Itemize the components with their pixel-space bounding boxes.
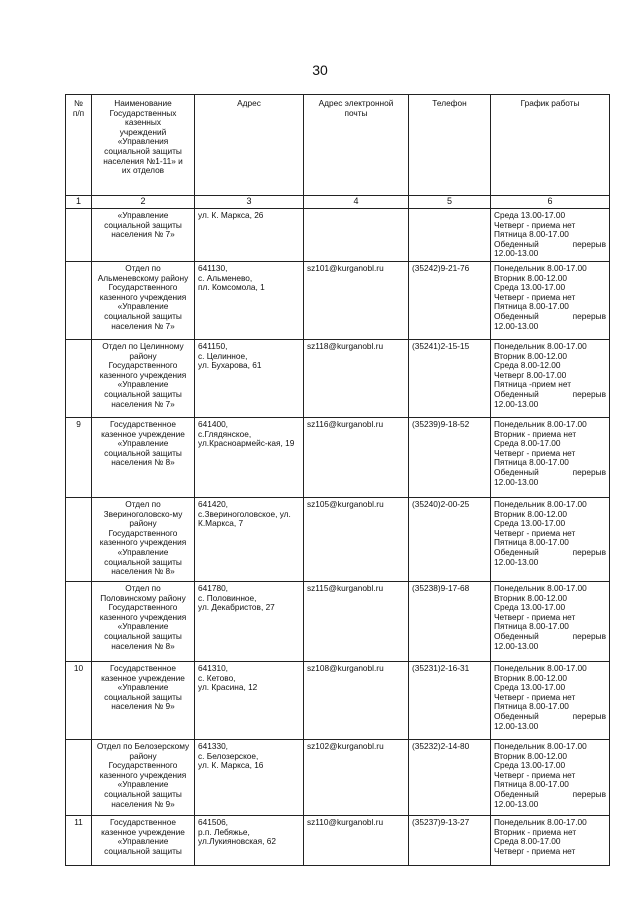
schedule-line: Среда 8.00-17.00: [494, 438, 561, 449]
phone-cell: (35237)9-13-27: [409, 815, 491, 865]
institution-name: Государственное казенное учреждение «Управление социальной защиты населения № 9»: [92, 661, 195, 739]
row-number: 10: [66, 661, 92, 739]
lunch-time: 12.00-13.00: [494, 640, 539, 651]
col-index: 4: [304, 196, 409, 209]
schedule-line: Пятница 8.00-17.00: [494, 701, 569, 712]
lunch-label: Обеденный: [494, 788, 539, 799]
header-row: [66, 95, 610, 196]
schedule-line: Пятница 8.00-17.00: [494, 229, 569, 240]
address-cell: 641310, с. Кетово, ул. Красина, 12: [195, 661, 304, 739]
schedule-line: Пятница -прием нет: [494, 379, 571, 390]
row-number: [66, 261, 92, 339]
address-cell: 641506, р.п. Лебяжье, ул.Лукияновская, 62: [195, 815, 304, 865]
lunch-time: 12.00-13.00: [494, 398, 539, 409]
break-label: перерыв: [572, 710, 606, 721]
schedule-line: Четверг - приема нет: [494, 219, 576, 230]
col-index: 5: [409, 196, 491, 209]
schedule-line: Среда 13.00-17.00: [494, 682, 566, 693]
row-number: 11: [66, 815, 92, 865]
phone-cell: (35241)2-15-15: [409, 339, 491, 417]
col-index: 3: [195, 196, 304, 209]
lunch-time: 12.00-13.00: [494, 556, 539, 567]
email-cell: sz105@kurganobl.ru: [304, 497, 409, 581]
schedule-line: Среда 13.00-17.00: [494, 282, 566, 293]
table-row: [66, 581, 610, 661]
institution-name: Государственное казенное учреждение «Управление социальной защиты: [92, 815, 195, 865]
schedule-line: Четверг - приема нет: [494, 611, 576, 622]
institution-name: Отдел по Звериноголовско-му району Государственного казенного учреждения «Управление социальной защиты населения № 8»: [92, 497, 195, 581]
lunch-time: 12.00-13.00: [494, 720, 539, 731]
schedule-line: Понедельник 8.00-17.00: [494, 816, 587, 827]
schedule-line: Понедельник 8.00-17.00: [494, 418, 587, 429]
col-index: 2: [92, 196, 195, 209]
schedule-line: Среда 8.00-12.00: [494, 360, 561, 371]
break-label: перерыв: [572, 466, 606, 477]
address-cell: 641780, с. Половинное, ул. Декабристов, 27: [195, 581, 304, 661]
row-number: [66, 209, 92, 262]
institution-name: Отдел по Белозерскому району Государственного казенного учреждения «Управление социальной защиты населения № 9»: [92, 739, 195, 815]
schedule-cell: [491, 261, 610, 339]
institution-name: Отдел по Целинному району Государственного казенного учреждения «Управление социальной защиты населения № 7»: [92, 339, 195, 417]
address-cell: 641130, с. Альменево, пл. Комсомола, 1: [195, 261, 304, 339]
table-row: [66, 209, 610, 262]
row-number: [66, 339, 92, 417]
phone-cell: (35231)2-16-31: [409, 661, 491, 739]
lunch-time: 12.00-13.00: [494, 798, 539, 809]
lunch-time: 12.00-13.00: [494, 248, 539, 259]
table-row: [66, 497, 610, 581]
schedule-line: Четверг - приема нет: [494, 845, 576, 856]
schedule-line: Вторник 8.00-12.00: [494, 508, 568, 519]
institution-name: Отдел по Альменевскому району Государственного казенного учреждения «Управление социальной защиты населения № 7»: [92, 261, 195, 339]
schedule-cell: [491, 661, 610, 739]
schedule-line: Пятница 8.00-17.00: [494, 537, 569, 548]
schedule-line: Вторник 8.00-12.00: [494, 272, 568, 283]
table-row: [66, 339, 610, 417]
break-label: перерыв: [572, 630, 606, 641]
break-label: перерыв: [572, 238, 606, 249]
schedule-line: Четверг 8.00-17.00: [494, 369, 567, 380]
schedule-line: Среда 8.00-17.00: [494, 836, 561, 847]
schedule-line: Понедельник 8.00-17.00: [494, 498, 587, 509]
lunch-label: Обеденный: [494, 710, 539, 721]
address-cell: 641420, с.Звериноголовское, ул. К.Маркса, 7: [195, 497, 304, 581]
header-num: № п/п: [66, 95, 92, 196]
schedule-cell: [491, 417, 610, 497]
lunch-time: 12.00-13.00: [494, 320, 539, 331]
schedule-line: Пятница 8.00-17.00: [494, 457, 569, 468]
schedule-cell: [491, 339, 610, 417]
schedule-line: Среда 13.00-17.00: [494, 602, 566, 613]
institutions-table: [65, 94, 610, 866]
schedule-cell: [491, 815, 610, 865]
email-cell: sz110@kurganobl.ru: [304, 815, 409, 865]
phone-cell: (35242)9-21-76: [409, 261, 491, 339]
email-cell: sz102@kurganobl.ru: [304, 739, 409, 815]
schedule-line: Среда 13.00-17.00: [494, 210, 566, 220]
schedule-line: Вторник 8.00-12.00: [494, 592, 568, 603]
header-email: Адрес электронной почты: [304, 95, 409, 196]
institution-name: Отдел по Половинскому району Государственного казенного учреждения «Управление социальной защиты населения № 8»: [92, 581, 195, 661]
page-number: 30: [312, 62, 328, 78]
header-name: Наименование Государственных казенных учреждений «Управления социальной защиты населения №1-11» и их отделов: [92, 95, 195, 196]
address-cell: 641150, с. Целинное, ул. Бухарова, 61: [195, 339, 304, 417]
break-label: перерыв: [572, 788, 606, 799]
email-cell: sz118@kurganobl.ru: [304, 339, 409, 417]
schedule-cell: [491, 581, 610, 661]
column-index-row: [66, 196, 610, 209]
schedule-line: Понедельник 8.00-17.00: [494, 262, 587, 273]
schedule-cell: [491, 739, 610, 815]
schedule-line: Вторник 8.00-12.00: [494, 750, 568, 761]
schedule-line: Вторник - приема нет: [494, 428, 577, 439]
phone-cell: (35240)2-00-25: [409, 497, 491, 581]
schedule-line: Вторник - приема нет: [494, 826, 577, 837]
institution-name: Государственное казенное учреждение «Управление социальной защиты населения № 8»: [92, 417, 195, 497]
break-label: перерыв: [572, 546, 606, 557]
address-cell: 641400, с.Глядянское, ул.Красноармейс-кая, 19: [195, 417, 304, 497]
schedule-line: Четверг - приема нет: [494, 527, 576, 538]
header-phone: Телефон: [409, 95, 491, 196]
email-cell: sz108@kurganobl.ru: [304, 661, 409, 739]
table-row: [66, 417, 610, 497]
lunch-label: Обеденный: [494, 466, 539, 477]
email-cell: [304, 209, 409, 262]
schedule-line: Понедельник 8.00-17.00: [494, 662, 587, 673]
address-cell: 641330, с. Белозерское, ул. К. Маркса, 16: [195, 739, 304, 815]
lunch-time: 12.00-13.00: [494, 476, 539, 487]
address-cell: ул. К. Маркса, 26: [195, 209, 304, 262]
phone-cell: (35239)9-18-52: [409, 417, 491, 497]
row-number: [66, 497, 92, 581]
schedule-cell: [491, 497, 610, 581]
break-label: перерыв: [572, 310, 606, 321]
schedule-line: Понедельник 8.00-17.00: [494, 582, 587, 593]
lunch-label: Обеденный: [494, 630, 539, 641]
col-index: 6: [491, 196, 610, 209]
schedule-line: Понедельник 8.00-17.00: [494, 740, 587, 751]
schedule-line: Пятница 8.00-17.00: [494, 301, 569, 312]
row-number: [66, 739, 92, 815]
institution-name: «Управление социальной защиты населения № 7»: [92, 209, 195, 262]
table-row: [66, 261, 610, 339]
schedule-line: Четверг - приема нет: [494, 447, 576, 458]
schedule-line: Пятница 8.00-17.00: [494, 621, 569, 632]
phone-cell: (35238)9-17-68: [409, 581, 491, 661]
table-row: [66, 815, 610, 865]
phone-cell: (35232)2-14-80: [409, 739, 491, 815]
schedule-line: Среда 13.00-17.00: [494, 518, 566, 529]
schedule-line: Понедельник 8.00-17.00: [494, 340, 587, 351]
schedule-line: Четверг - приема нет: [494, 769, 576, 780]
schedule-line: Среда 13.00-17.00: [494, 760, 566, 771]
email-cell: sz116@kurganobl.ru: [304, 417, 409, 497]
lunch-label: Обеденный: [494, 310, 539, 321]
schedule-line: Четверг - приема нет: [494, 291, 576, 302]
email-cell: sz101@kurganobl.ru: [304, 261, 409, 339]
schedule-line: Вторник 8.00-12.00: [494, 672, 568, 683]
col-index: 1: [66, 196, 92, 209]
break-label: перерыв: [572, 388, 606, 399]
lunch-label: Обеденный: [494, 238, 539, 249]
lunch-label: Обеденный: [494, 546, 539, 557]
header-address: Адрес: [195, 95, 304, 196]
header-schedule: График работы: [491, 95, 610, 196]
schedule-line: Вторник 8.00-12.00: [494, 350, 568, 361]
table-body: [66, 209, 610, 866]
lunch-label: Обеденный: [494, 388, 539, 399]
email-cell: sz115@kurganobl.ru: [304, 581, 409, 661]
schedule-line: Четверг - приема нет: [494, 691, 576, 702]
phone-cell: [409, 209, 491, 262]
table-row: [66, 661, 610, 739]
row-number: [66, 581, 92, 661]
table-row: [66, 739, 610, 815]
schedule-cell: [491, 209, 610, 262]
row-number: 9: [66, 417, 92, 497]
schedule-line: Пятница 8.00-17.00: [494, 779, 569, 790]
